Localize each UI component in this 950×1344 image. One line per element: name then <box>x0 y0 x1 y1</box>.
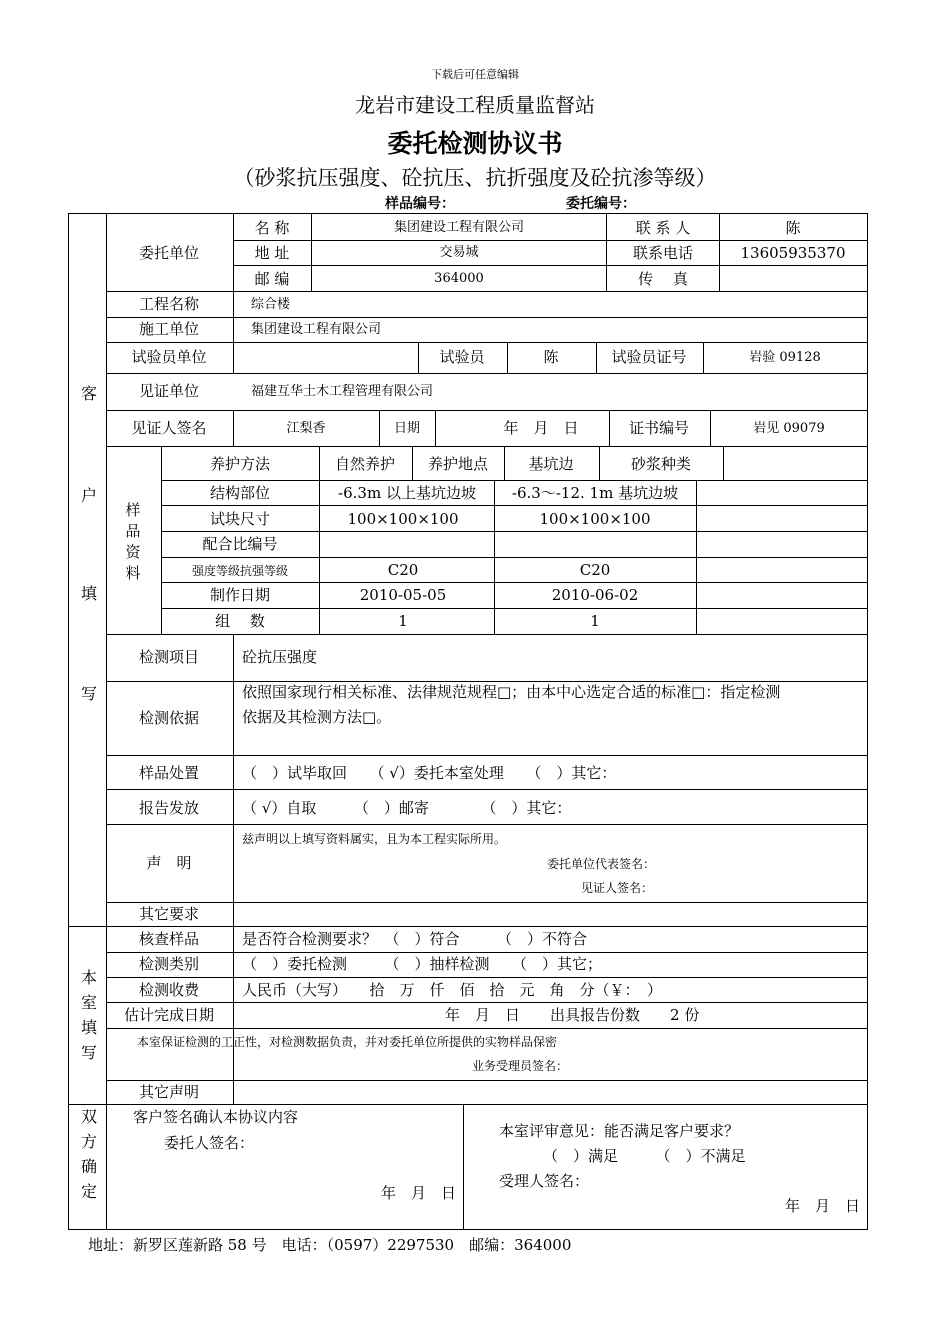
witness-sign-value: 江梨香 <box>286 421 326 436</box>
witness-date-value: 年 月 日 <box>503 419 579 437</box>
other-statement-label: 其它声明 <box>138 1083 200 1101</box>
address-label: 地 址 <box>254 244 290 262</box>
project-name-value: 综合楼 <box>251 297 291 312</box>
client-rep-sign-label: 委托单位代表签名： <box>547 857 656 871</box>
client-name-label: 名 称 <box>254 219 290 237</box>
builder-value: 集团建设工程有限公司 <box>251 322 382 337</box>
client-sign-date: 年 月 日 <box>381 1184 457 1202</box>
report-label: 报告发放 <box>138 799 200 817</box>
curing-place-value: 基坑边 <box>528 455 574 473</box>
section-lab-char-3: 填 <box>80 1018 97 1037</box>
document-title: 委托检测协议书 <box>387 129 563 158</box>
agreement-form <box>68 213 868 1230</box>
curing-method-value: 自然养护 <box>334 455 396 473</box>
mortar-type-label: 砂浆种类 <box>630 455 692 473</box>
lab-review-text: 本室评审意见：能否满足客户要求？ <box>499 1122 740 1140</box>
sample-row-value-2: 2010-06-02 <box>551 586 639 604</box>
sample-row-value-1: -6.3m 以上基坑边坡 <box>338 484 476 502</box>
document-subtitle: （砂浆抗压强度、砼抗压、抗折强度及砼抗渗等级） <box>233 166 717 190</box>
sample-row-label: 结构部位 <box>209 484 271 502</box>
client-confirm-text: 客户签名确认本协议内容 <box>133 1108 299 1126</box>
statement-text: 兹声明以上填写资料属实，且为本工程实际所用。 <box>242 832 507 846</box>
sample-row-label: 组 数 <box>215 612 265 630</box>
section-client-char-3: 填 <box>80 584 97 603</box>
date-label: 日期 <box>393 421 421 436</box>
project-name-label: 工程名称 <box>138 295 200 313</box>
section-both-char-4: 定 <box>80 1182 97 1201</box>
section-both-char-2: 方 <box>80 1132 97 1151</box>
builder-label: 施工单位 <box>138 320 200 338</box>
fee-label: 检测收费 <box>138 981 200 999</box>
sample-row-value-2: -6.3～-12. 1m 基坑边坡 <box>511 484 679 502</box>
acceptor-sign-label: 受理人签名： <box>499 1172 590 1190</box>
section-client-char-2: 户 <box>80 486 97 505</box>
sample-row-label: 制作日期 <box>209 586 271 604</box>
tester-label: 试验员 <box>439 348 485 366</box>
tester-cert-value: 岩验 09128 <box>749 350 821 365</box>
client-unit-label: 委托单位 <box>138 244 200 262</box>
fee-value: 人民币（大写） 拾 万 仟 佰 拾 元 角 分（￥： ） <box>242 981 663 999</box>
tester-value: 陈 <box>543 348 559 366</box>
sample-row-value-2: 1 <box>590 612 600 630</box>
sample-char-3: 资 <box>125 543 141 561</box>
sample-row-label: 配合比编号 <box>202 535 278 553</box>
finish-date-value: 年 月 日 出具报告份数 2 份 <box>445 1006 700 1024</box>
sample-char-4: 料 <box>125 564 141 582</box>
phone-label: 联系电话 <box>632 244 694 262</box>
lab-review-options: （ ）满足 （ ）不满足 <box>543 1147 746 1165</box>
postcode-label: 邮 编 <box>254 270 290 288</box>
sample-row-value-1: C20 <box>387 561 419 579</box>
curing-method-label: 养护方法 <box>209 455 271 473</box>
disposal-label: 样品处置 <box>138 764 200 782</box>
sample-char-1: 样 <box>125 501 141 519</box>
sample-row-value-1: 2010-05-05 <box>359 586 447 604</box>
address-value: 交易城 <box>439 245 479 260</box>
section-lab-char-4: 写 <box>80 1043 97 1062</box>
guarantee-text: 本室保证检测的工正性，对检测数据负责，并对委托单位所提供的实物样品保密 <box>137 1035 558 1049</box>
sample-number-label: 样品编号： <box>385 196 455 212</box>
report-options: （ √）自取 （ ）邮寄 （ ）其它： <box>242 799 572 817</box>
sample-row-label: 强度等级抗强等级 <box>191 564 289 578</box>
tester-unit-label: 试验员单位 <box>131 348 207 366</box>
section-lab-char-1: 本 <box>80 968 97 987</box>
statement-label: 声 明 <box>146 854 192 872</box>
sample-row-value-2: C20 <box>579 561 611 579</box>
test-type-label: 检测类别 <box>138 955 200 973</box>
lab-sign-date: 年 月 日 <box>785 1197 861 1215</box>
witness-sign-label: 见证人签名 <box>131 419 207 437</box>
entrust-number-label: 委托编号： <box>566 196 636 212</box>
disposal-options: （ ）试毕取回 （ √）委托本室处理 （ ）其它： <box>242 764 617 782</box>
test-basis-label: 检测依据 <box>138 709 200 727</box>
fax-label: 传 真 <box>638 270 688 288</box>
tester-cert-label: 试验员证号 <box>611 348 687 366</box>
section-lab-char-2: 室 <box>80 993 97 1012</box>
test-item-label: 检测项目 <box>138 648 200 666</box>
witness-cert-label: 证书编号 <box>628 419 690 437</box>
finish-date-label: 估计完成日期 <box>123 1006 215 1024</box>
client-name-value: 集团建设工程有限公司 <box>393 220 525 235</box>
sample-row-value-1: 100×100×100 <box>347 510 459 528</box>
check-sample-label: 核查样品 <box>138 930 200 948</box>
witness-unit-label: 见证单位 <box>138 382 200 400</box>
section-client-char-1: 客 <box>80 384 97 403</box>
sample-char-2: 品 <box>125 522 141 540</box>
section-both-char-3: 确 <box>80 1157 97 1176</box>
phone-value: 13605935370 <box>740 244 846 262</box>
sample-row-value-2: 100×100×100 <box>539 510 651 528</box>
postcode-value: 364000 <box>434 271 484 286</box>
test-type-options: （ ）委托检测 （ ）抽样检测 （ ）其它； <box>242 955 603 973</box>
other-requirement-label: 其它要求 <box>138 905 200 923</box>
section-both-char-1: 双 <box>80 1107 97 1126</box>
sample-row-value-1: 1 <box>398 612 408 630</box>
witness-sign-label-2: 见证人签名： <box>581 881 654 895</box>
section-client-char-4: 写 <box>80 684 97 703</box>
contact-value: 陈 <box>785 219 801 237</box>
download-note: 下载后可任意编辑 <box>431 68 519 81</box>
test-basis-line-1: 依照国家现行相关标准、法律规范规程□；由本中心选定合适的标准□：指定检测 <box>242 683 781 701</box>
test-item-value: 砼抗压强度 <box>242 648 318 666</box>
sample-row-label: 试块尺寸 <box>209 510 271 528</box>
witness-cert-value: 岩见 09079 <box>753 421 825 436</box>
test-basis-line-2: 依据及其检测方法□。 <box>242 708 392 726</box>
org-name: 龙岩市建设工程质量监督站 <box>355 93 595 117</box>
check-sample-options: 是否符合检测要求？ （ ）符合 （ ）不符合 <box>242 930 588 948</box>
receiver-sign-label: 业务受理员签名： <box>472 1059 569 1073</box>
witness-unit-value: 福建互华土木工程管理有限公司 <box>251 384 434 399</box>
curing-place-label: 养护地点 <box>427 455 489 473</box>
client-sign-label: 委托人签名： <box>164 1134 255 1152</box>
footer-contact: 地址：新罗区莲新路 58 号 电话：（0597）2297530 邮编：364000 <box>88 1236 572 1254</box>
contact-label: 联 系 人 <box>635 219 691 237</box>
